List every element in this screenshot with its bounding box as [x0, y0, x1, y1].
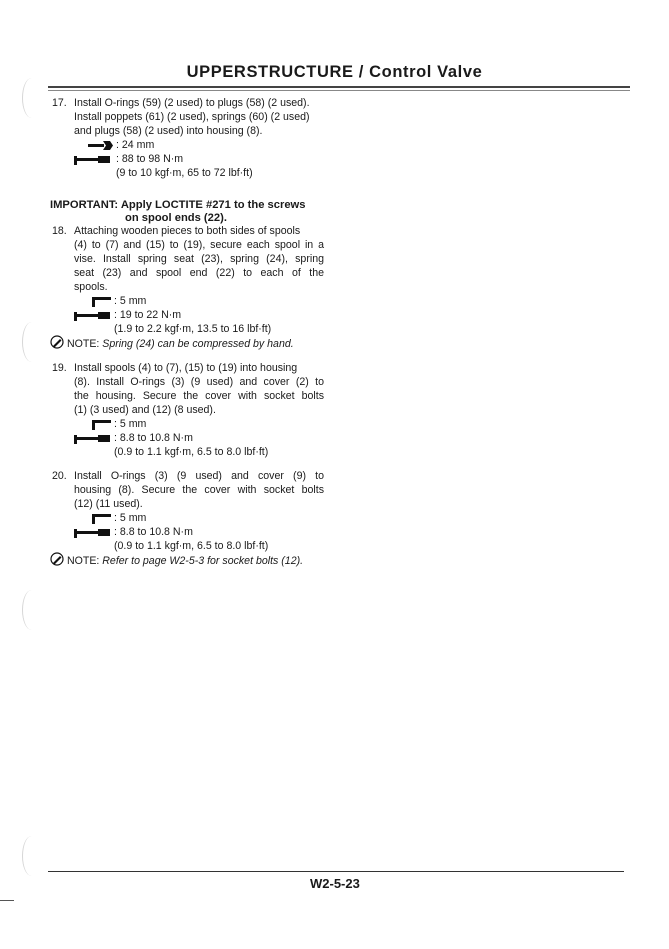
note-2: [50, 552, 303, 567]
hex-wrench-size: : 5 mm: [114, 418, 147, 430]
step-text-line: (4) to (7) and (15) to (19), secure each spool in a: [74, 239, 324, 251]
scan-artifact: [22, 590, 41, 630]
torque-value: : 88 to 98 N·m: [116, 153, 184, 165]
wrench-size: : 24 mm: [116, 139, 155, 151]
scan-artifact: [22, 836, 41, 876]
note-text: Spring (24) can be compressed by hand.: [102, 338, 294, 350]
tool-spec-row: [74, 153, 334, 166]
step-text-line: (8). Install O-rings (3) (9 used) and cover (2) to: [74, 376, 324, 388]
hex-wrench-icon: [92, 296, 112, 307]
torque-conversion: (1.9 to 2.2 kgf·m, 13.5 to 16 lbf·ft): [114, 323, 272, 335]
step-text-line: Install O-rings (3) (9 used) and cover (9) to: [74, 470, 324, 482]
step-text-line: vise. Install spring seat (23), spring (24), spring: [74, 253, 324, 265]
hex-wrench-icon: [92, 513, 112, 524]
step-text-line: (1) (3 used) and (12) (8 used).: [74, 404, 216, 416]
step-text-line: (12) (11 used).: [74, 498, 143, 510]
hex-wrench-size: : 5 mm: [114, 295, 147, 307]
note-1: [50, 335, 294, 350]
tool-spec-row: [92, 512, 312, 525]
torque-value: : 19 to 22 N·m: [114, 309, 182, 321]
pencil-note-icon: [50, 552, 64, 566]
step-text-line: Install O-rings (59) (2 used) to plugs (58) (2 used).: [74, 97, 310, 109]
wrench-icon: [88, 140, 114, 151]
tool-spec-row: [92, 295, 312, 308]
step-text-line: and plugs (58) (2 used) into housing (8).: [74, 125, 263, 137]
important-line-2: on spool ends (22).: [125, 212, 227, 224]
page-number: W2-5-23: [310, 876, 360, 891]
footer-rule: [48, 871, 624, 872]
torque-wrench-icon: [74, 527, 112, 538]
torque-wrench-icon: [74, 433, 112, 444]
tool-spec-row: [92, 418, 312, 431]
step-text-line: housing (8). Secure the cover with socket bolts: [74, 484, 324, 496]
torque-value: : 8.8 to 10.8 N·m: [114, 526, 193, 538]
step-text-line: Install poppets (61) (2 used), springs (60) (2 used): [74, 111, 310, 123]
step-text-line: spools.: [74, 281, 108, 293]
important-line-1: IMPORTANT: Apply LOCTITE #271 to the screws: [50, 199, 306, 211]
step-number: 19.: [52, 362, 67, 374]
scan-artifact: [22, 322, 41, 362]
torque-conversion: (0.9 to 1.1 kgf·m, 6.5 to 8.0 lbf·ft): [114, 446, 269, 458]
hex-wrench-size: : 5 mm: [114, 512, 147, 524]
tool-spec-row: [74, 432, 334, 445]
torque-conversion: (9 to 10 kgf·m, 65 to 72 lbf·ft): [116, 167, 253, 179]
scan-artifact: [22, 78, 41, 118]
corner-mark: [0, 900, 14, 901]
step-number: 18.: [52, 225, 67, 237]
header-rule-thin: [48, 90, 630, 91]
pencil-note-icon: [50, 335, 64, 349]
tool-spec-row: [74, 526, 334, 539]
note-label: NOTE:: [66, 338, 100, 350]
tool-spec-row: [88, 139, 328, 152]
header-rule: [48, 86, 630, 88]
torque-wrench-icon: [74, 154, 112, 165]
hex-wrench-icon: [92, 419, 112, 430]
page-title: UPPERSTRUCTURE / Control Valve: [186, 63, 483, 81]
tool-spec-row: [74, 309, 334, 322]
step-text-line: Attaching wooden pieces to both sides of spools: [74, 225, 301, 237]
step-text-line: Install spools (4) to (7), (15) to (19) into housing: [74, 362, 298, 374]
step-text-line: the housing. Secure the cover with socket bolts: [74, 390, 324, 402]
step-number: 20.: [52, 470, 67, 482]
torque-value: : 8.8 to 10.8 N·m: [114, 432, 193, 444]
torque-conversion: (0.9 to 1.1 kgf·m, 6.5 to 8.0 lbf·ft): [114, 540, 269, 552]
torque-wrench-icon: [74, 310, 112, 321]
note-label: NOTE:: [66, 555, 100, 567]
note-text: Refer to page W2-5-3 for socket bolts (12).: [102, 555, 304, 567]
step-text-line: seat (23) and spool end (22) to each of the: [74, 267, 324, 279]
step-number: 17.: [52, 97, 67, 109]
